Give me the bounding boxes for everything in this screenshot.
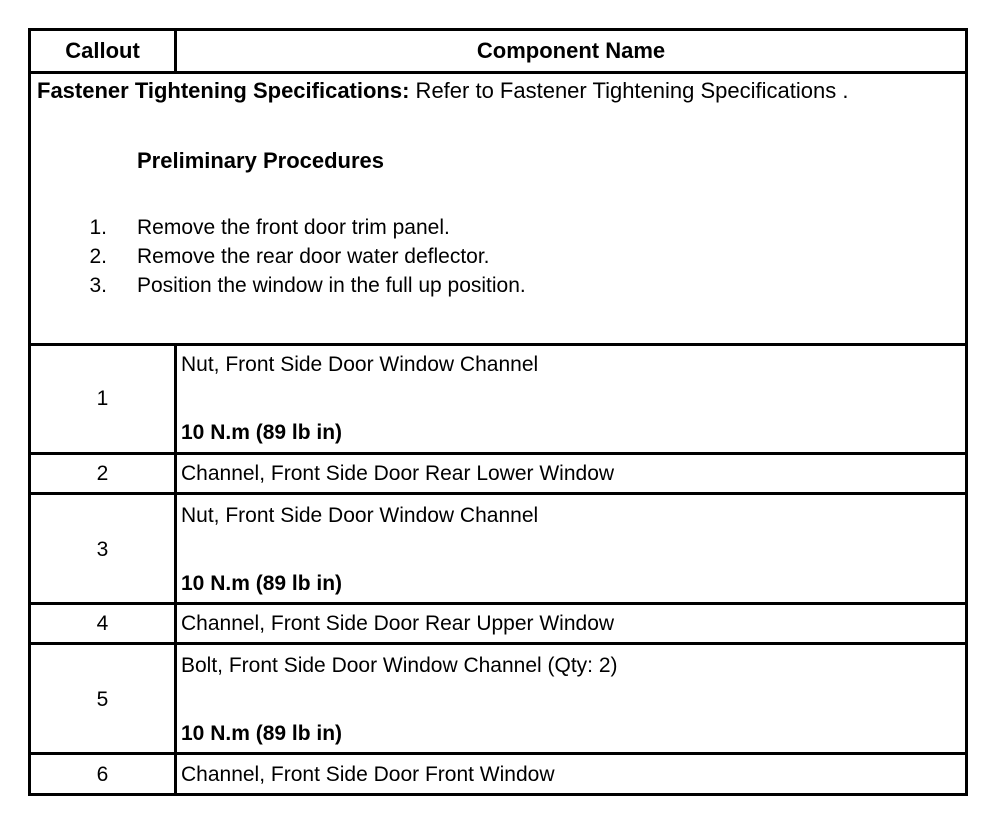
fastener-spec-line — [37, 78, 848, 104]
fastener-spec-text: Refer to Fastener Tightening Specifications . — [409, 78, 849, 103]
callout-number: 3 — [96, 538, 109, 561]
component-name: Nut, Front Side Door Window Channel — [181, 353, 539, 376]
torque-spec: 10 N.m (89 lb in) — [181, 722, 343, 745]
step-text: Remove the front door trim panel. — [137, 216, 450, 239]
callout-number: 2 — [96, 462, 109, 485]
component-table — [28, 28, 968, 796]
header-rule — [31, 71, 965, 74]
callout-number: 1 — [96, 387, 109, 410]
component-name: Bolt, Front Side Door Window Channel (Qty: 2) — [181, 654, 618, 677]
step-text: Remove the rear door water deflector. — [137, 245, 490, 268]
row-rule — [31, 752, 965, 755]
component-name: Channel, Front Side Door Front Window — [181, 763, 555, 786]
callout-number: 4 — [96, 612, 109, 635]
callout-number: 5 — [96, 688, 109, 711]
component-name: Nut, Front Side Door Window Channel — [181, 504, 539, 527]
header-divider — [174, 31, 177, 71]
header-component-name: Component Name — [476, 38, 666, 63]
torque-spec: 10 N.m (89 lb in) — [181, 421, 343, 444]
component-name: Channel, Front Side Door Rear Lower Window — [181, 462, 615, 485]
row-rule — [31, 492, 965, 495]
component-name: Channel, Front Side Door Rear Upper Window — [181, 612, 615, 635]
row-rule — [31, 642, 965, 645]
fastener-spec-label: Fastener Tightening Specifications: — [37, 78, 410, 103]
step-text: Position the window in the full up position. — [137, 274, 526, 297]
section-rule — [31, 343, 965, 346]
callout-number: 6 — [96, 763, 109, 786]
row-rule — [31, 602, 965, 605]
preliminary-procedures-title: Preliminary Procedures — [137, 148, 385, 173]
column-divider — [174, 343, 177, 793]
step-number: 1. — [89, 216, 107, 239]
row-rule — [31, 452, 965, 455]
header-callout: Callout — [65, 38, 140, 63]
torque-spec: 10 N.m (89 lb in) — [181, 572, 343, 595]
step-number: 2. — [89, 245, 107, 268]
step-number: 3. — [89, 274, 107, 297]
